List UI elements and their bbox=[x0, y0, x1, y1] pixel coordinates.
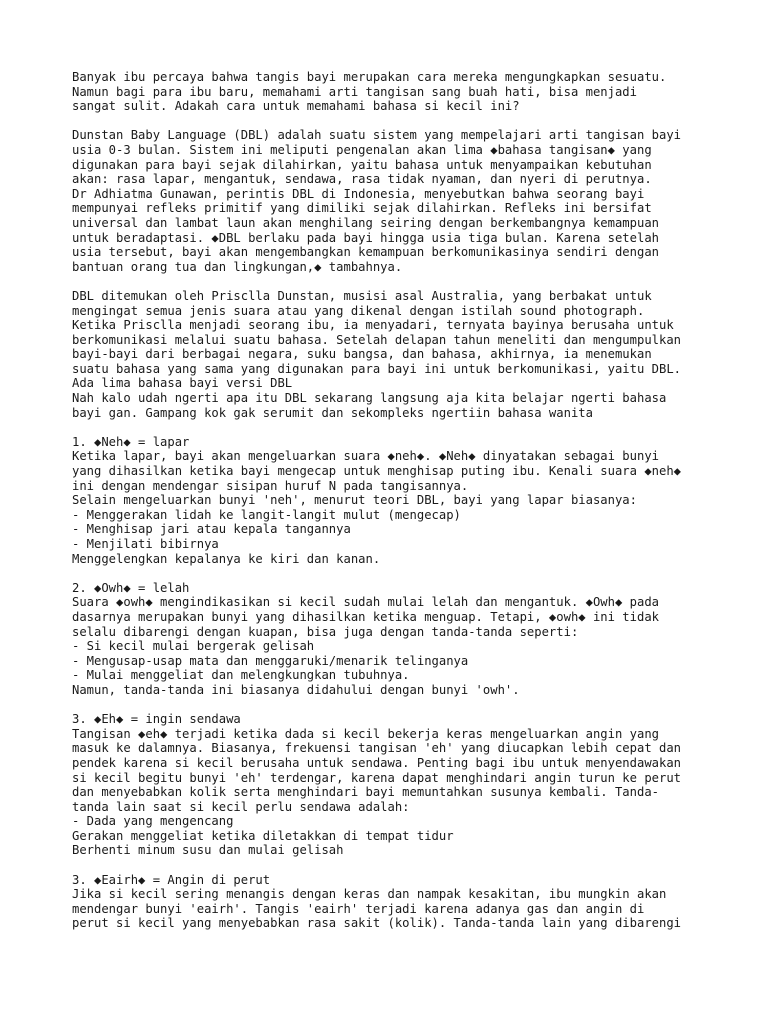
text-line: 2. ◆Owh◆ = lelah bbox=[72, 580, 190, 595]
text-line: Tangisan ◆eh◆ terjadi ketika dada si kecil bekerja keras mengeluarkan angin yang bbox=[72, 726, 659, 741]
document-text bbox=[72, 70, 722, 946]
text-line: sangat sulit. Adakah cara untuk memahami bahasa si kecil ini? bbox=[72, 99, 520, 114]
text-line: bayi-bayi dari berbagai negara, suku bangsa, dan bahasa, akhirnya, ia menemukan bbox=[72, 347, 652, 362]
text-line: - Menggerakan lidah ke langit-langit mulut (mengecap) bbox=[72, 507, 461, 522]
text-line: 3. ◆Eairh◆ = Angin di perut bbox=[72, 872, 271, 887]
text-line: Banyak ibu percaya bahwa tangis bayi merupakan cara mereka mengungkapkan sesuatu. bbox=[72, 70, 667, 84]
text-line: Gerakan menggeliat ketika diletakkan di tempat tidur bbox=[72, 828, 454, 843]
text-line: akan: rasa lapar, mengantuk, sendawa, rasa tidak nyaman, dan nyeri di perutnya. bbox=[72, 172, 652, 187]
text-line: tanda lain saat si kecil perlu sendawa adalah: bbox=[72, 799, 410, 814]
text-line: - Si kecil mulai bergerak gelisah bbox=[72, 639, 315, 654]
text-line: Dunstan Baby Language (DBL) adalah suatu sistem yang mempelajari arti tangisan bayi bbox=[72, 128, 682, 143]
text-line: dasarnya merupakan bunyi yang dihasilkan ketika menguap. Tetapi, ◆owh◆ ini tidak bbox=[72, 609, 659, 624]
text-line: mendengar bunyi 'eairh'. Tangis 'eairh' terjadi karena adanya gas dan angin di bbox=[72, 901, 645, 916]
text-line: digunakan para bayi sejak dilahirkan, yaitu bahasa untuk menyampaikan kebutuhan bbox=[72, 157, 652, 172]
text-line: bantuan orang tua dan lingkungan,◆ tambahnya. bbox=[72, 259, 403, 274]
text-line: masuk ke dalamnya. Biasanya, frekuensi tangisan 'eh' yang diucapkan lebih cepat dan bbox=[72, 741, 682, 756]
text-line: mempunyai refleks primitif yang dimiliki sejak dilahirkan. Refleks ini bersifat bbox=[72, 201, 652, 216]
text-line: Jika si kecil sering menangis dengan keras dan nampak kesakitan, ibu mungkin akan bbox=[72, 887, 667, 902]
text-line: yang dihasilkan ketika bayi mengecap untuk menghisap puting ibu. Kenali suara ◆neh◆ bbox=[72, 464, 682, 479]
text-line: Selain mengeluarkan bunyi 'neh', menurut teori DBL, bayi yang lapar biasanya: bbox=[72, 493, 637, 508]
text-line: universal dan lambat laun akan menghilang seiring dengan berkembangnya kemampuan bbox=[72, 215, 659, 230]
text-line: Namun bagi para ibu baru, memahami arti tangisan sang buah hati, bisa menjadi bbox=[72, 84, 637, 99]
text-line: 3. ◆Eh◆ = ingin sendawa bbox=[72, 712, 241, 727]
text-line: si kecil begitu bunyi 'eh' terdengar, karena dapat menghindari angin turun ke perut bbox=[72, 770, 682, 785]
text-line: - Mulai menggeliat dan melengkungkan tubuhnya. bbox=[72, 668, 410, 683]
text-line: pendek karena si kecil berusaha untuk sendawa. Penting bagi ibu untuk menyendawakan bbox=[72, 755, 682, 770]
text-line: - Menghisap jari atau kepala tangannya bbox=[72, 522, 351, 537]
text-line: perut si kecil yang menyebabkan rasa sakit (kolik). Tanda-tanda lain yang dibarengi bbox=[72, 916, 682, 931]
text-line: Menggelengkan kepalanya ke kiri dan kanan. bbox=[72, 551, 381, 566]
paragraph bbox=[72, 435, 722, 566]
text-line: DBL ditemukan oleh Prisclla Dunstan, musisi asal Australia, yang berbakat untuk bbox=[72, 288, 652, 303]
text-line: Nah kalo udah ngerti apa itu DBL sekarang langsung aja kita belajar ngerti bahasa bbox=[72, 391, 667, 406]
text-line: usia tersebut, bayi akan mengembangkan kemampuan berkomunikasinya sendiri dengan bbox=[72, 245, 659, 260]
paragraph bbox=[72, 289, 722, 420]
text-line: - Menjilati bibirnya bbox=[72, 537, 219, 551]
text-line: Dr Adhiatma Gunawan, perintis DBL di Indonesia, menyebutkan bahwa seorang bayi bbox=[72, 186, 645, 201]
paragraph bbox=[72, 581, 722, 698]
text-line: mengingat semua jenis suara atau yang dikenal dengan istilah sound photograph. bbox=[72, 303, 645, 318]
text-line: ini dengan mendengar sisipan huruf N pada tangisannya. bbox=[72, 478, 469, 493]
text-line: untuk beradaptasi. ◆DBL berlaku pada bayi hingga usia tiga bulan. Karena setelah bbox=[72, 230, 659, 245]
paragraph bbox=[72, 712, 722, 858]
text-line: Berhenti minum susu dan mulai gelisah bbox=[72, 843, 344, 858]
text-line: Ketika lapar, bayi akan mengeluarkan suara ◆neh◆. ◆Neh◆ dinyatakan sebagai bunyi bbox=[72, 449, 659, 464]
paragraph bbox=[72, 873, 722, 931]
text-line: - Mengusap-usap mata dan menggaruki/menarik telinganya bbox=[72, 653, 469, 668]
text-line: Ada lima bahasa bayi versi DBL bbox=[72, 376, 293, 391]
text-line: Ketika Prisclla menjadi seorang ibu, ia menyadari, ternyata bayinya berusaha untuk bbox=[72, 318, 674, 333]
text-line: berkomunikasi melalui suatu bahasa. Setelah delapan tahun meneliti dan mengumpulkan bbox=[72, 332, 682, 347]
text-line: selalu dibarengi dengan kuapan, bisa juga dengan tanda-tanda seperti: bbox=[72, 624, 579, 639]
text-line: dan menyebabkan kolik serta menghindari bayi memuntahkan susunya kembali. Tanda- bbox=[72, 785, 659, 800]
text-line: Namun, tanda-tanda ini biasanya didahului dengan bunyi 'owh'. bbox=[72, 682, 520, 697]
text-line: - Dada yang mengencang bbox=[72, 814, 234, 829]
text-line: Suara ◆owh◆ mengindikasikan si kecil sudah mulai lelah dan mengantuk. ◆Owh◆ pada bbox=[72, 595, 659, 610]
paragraph bbox=[72, 128, 722, 274]
paragraph bbox=[72, 70, 722, 114]
text-line: suatu bahasa yang sama yang digunakan para bayi ini untuk berkomunikasi, yaitu DBL. bbox=[72, 361, 682, 376]
text-line: 1. ◆Neh◆ = lapar bbox=[72, 434, 190, 449]
text-line: usia 0-3 bulan. Sistem ini meliputi pengenalan akan lima ◆bahasa tangisan◆ yang bbox=[72, 142, 652, 157]
text-line: bayi gan. Gampang kok gak serumit dan sekompleks ngertiin bahasa wanita bbox=[72, 405, 593, 420]
